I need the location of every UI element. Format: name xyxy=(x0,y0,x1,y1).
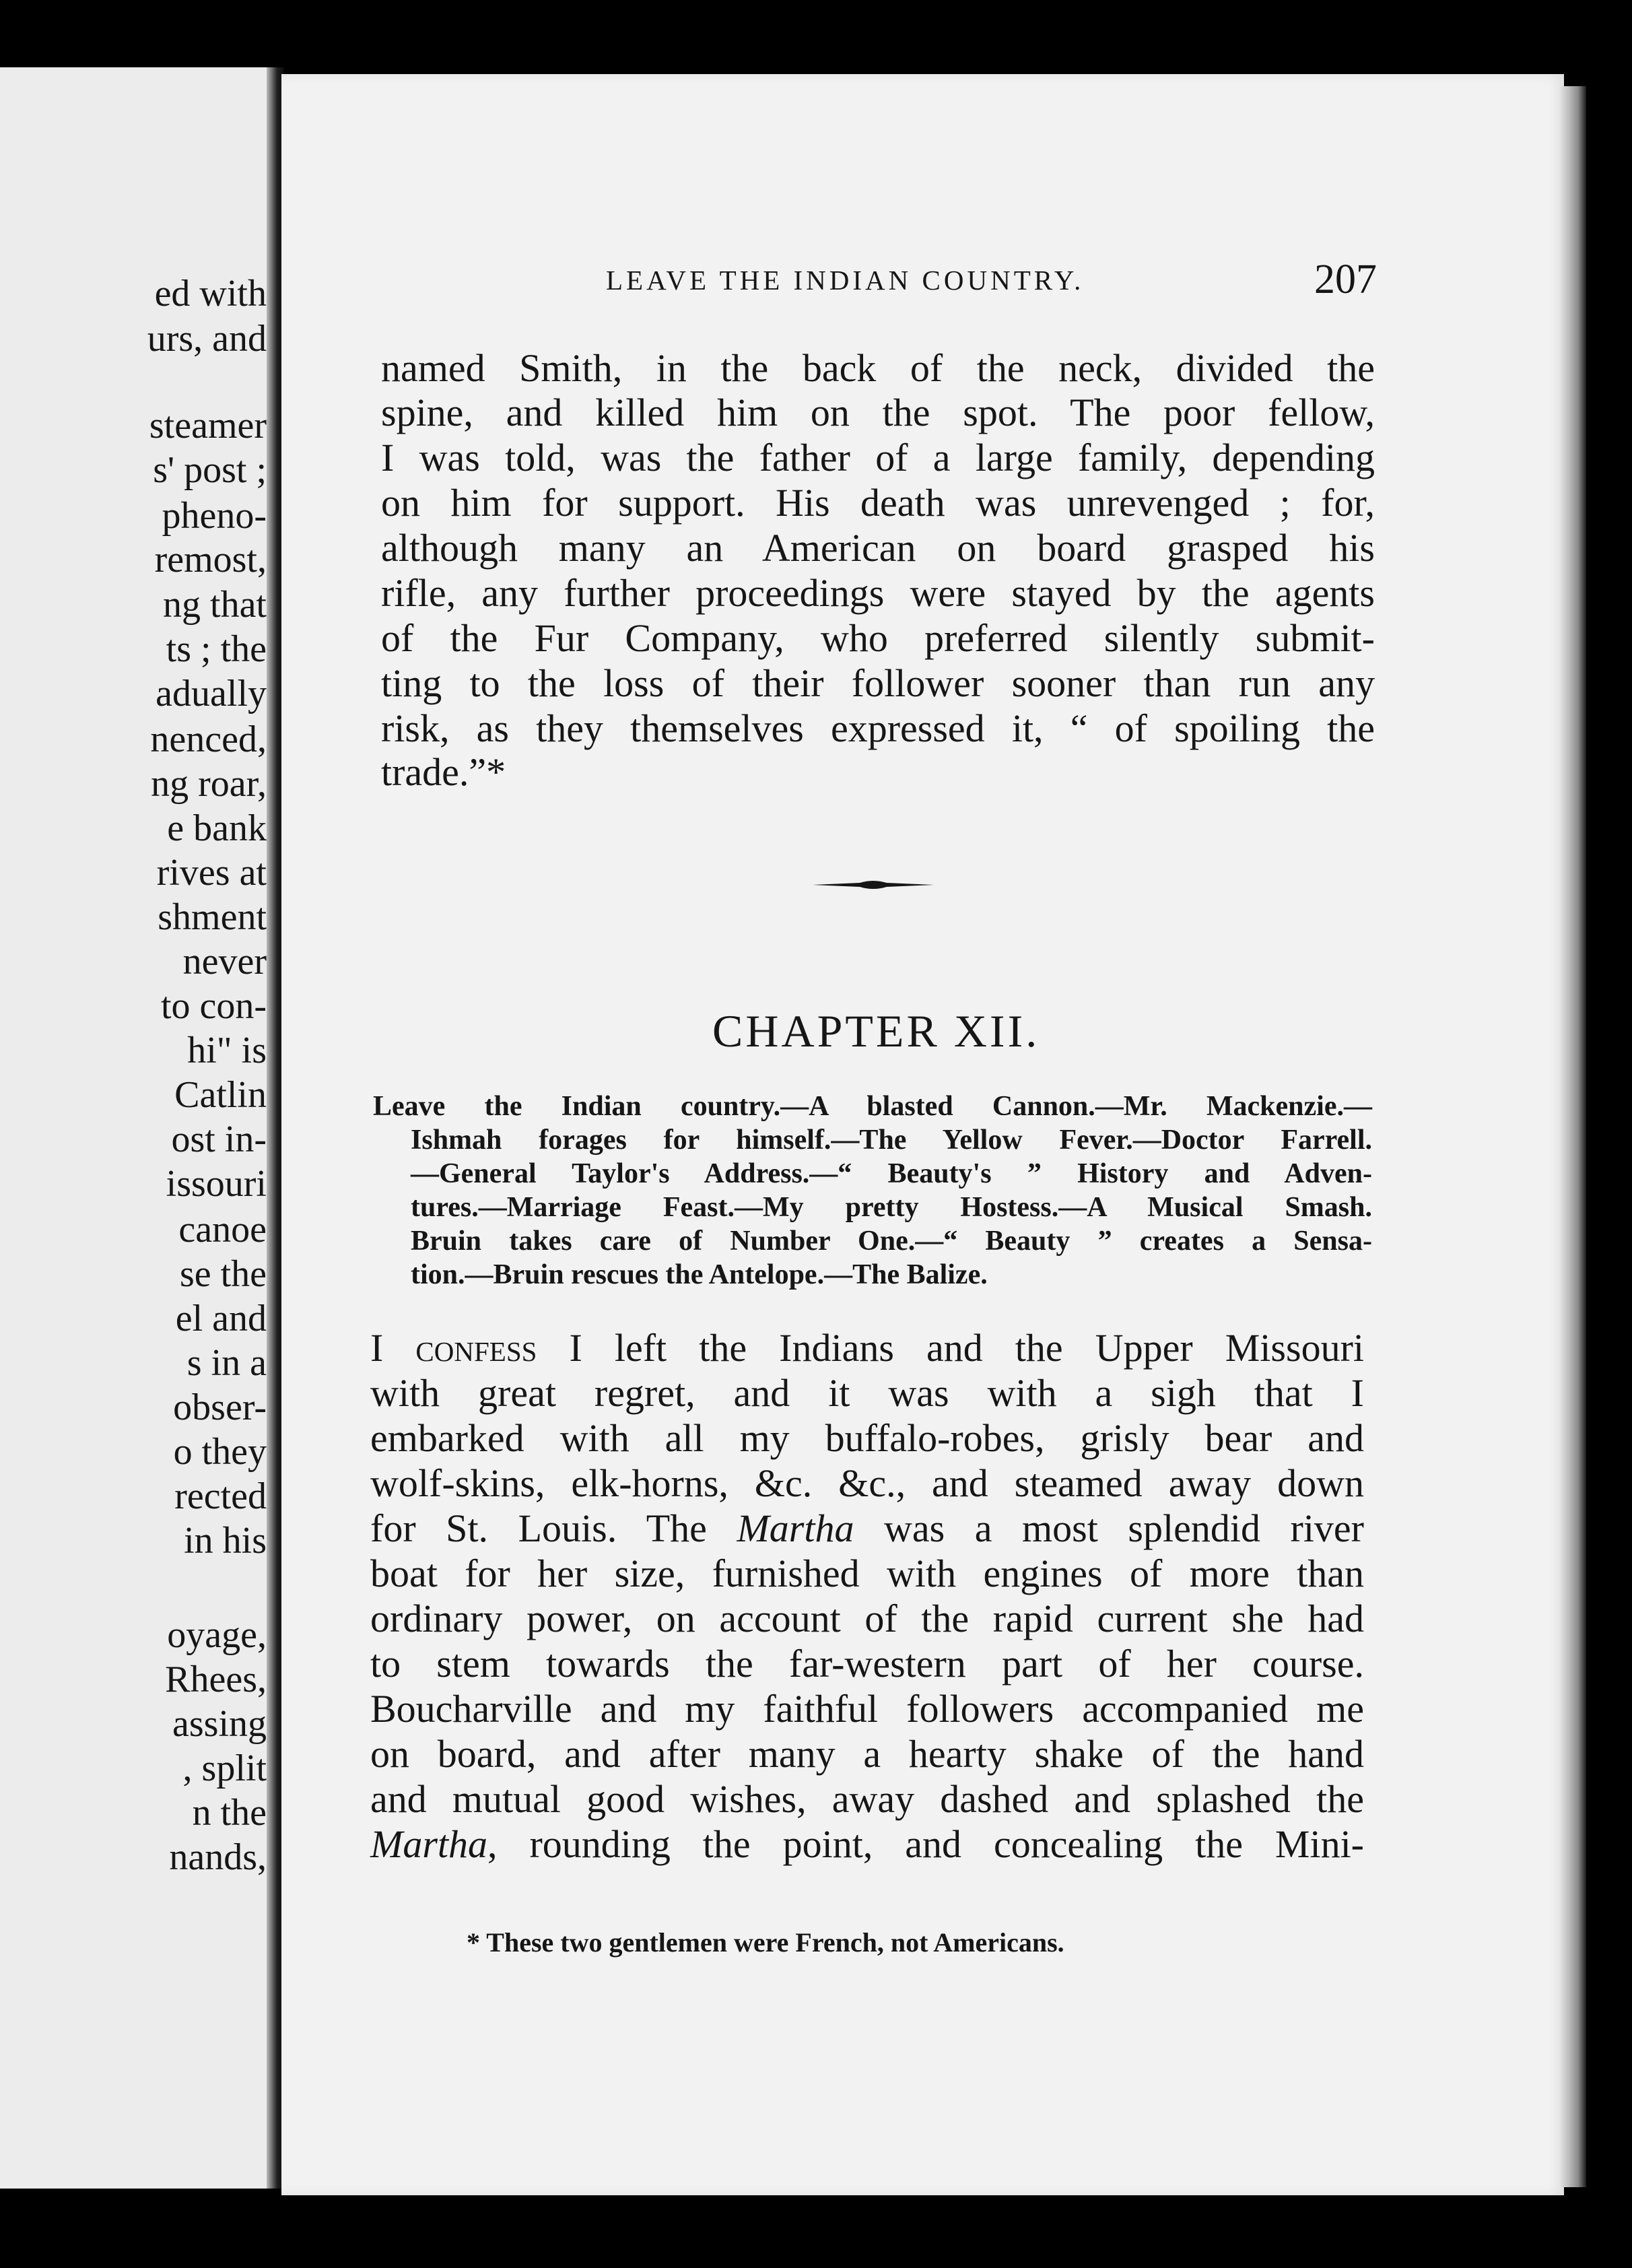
left-page-line-fragment: issouri xyxy=(166,1163,267,1205)
chapter-synopsis-line: tion.—Bruin rescues the Antelope.—The Balize. xyxy=(411,1259,988,1290)
left-page-line-fragment: nands, xyxy=(169,1836,267,1878)
left-page-line-fragment: in his xyxy=(184,1520,267,1562)
left-page-line-fragment: rected xyxy=(174,1475,267,1517)
left-page-line-fragment: canoe xyxy=(178,1209,267,1250)
left-page-line-fragment: se the xyxy=(179,1253,267,1295)
left-page-line-fragment: s in a xyxy=(186,1342,267,1384)
line-text: , rounding the point, and concealing the Mini- xyxy=(487,1822,1364,1866)
chapter-body-line xyxy=(370,1326,1364,1370)
line-text: was a most splendid river xyxy=(854,1506,1364,1550)
left-page-line-fragment: o they xyxy=(173,1431,267,1473)
left-page-line-fragment: e bank xyxy=(167,807,267,849)
left-page-line-fragment: adually xyxy=(156,673,267,714)
opening-paragraph-line: of the Fur Company, who preferred silently submit- xyxy=(381,616,1375,660)
left-page-line-fragment: urs, and xyxy=(147,318,267,360)
chapter-body-line: boat for her size, furnished with engines of more than xyxy=(370,1552,1364,1595)
section-divider-ornament xyxy=(813,879,934,891)
ship-name-italic: Martha xyxy=(737,1506,854,1550)
chapter-body-line: embarked with all my buffalo-robes, grisly bear and xyxy=(370,1416,1364,1460)
left-page-line-fragment: Rhees, xyxy=(165,1659,267,1700)
left-page-line-fragment: to con- xyxy=(160,985,267,1027)
opening-paragraph-line: risk, as they themselves expressed it, “ of spoiling the xyxy=(381,706,1375,750)
left-page-line-fragment: assing xyxy=(172,1703,267,1745)
initial-letter: I xyxy=(370,1326,384,1370)
chapter-synopsis-line: —General Taylor's Address.—“ Beauty's ” History and Adven- xyxy=(411,1158,1372,1189)
chapter-body-line: with great regret, and it was with a sigh that I xyxy=(370,1371,1364,1415)
chapter-synopsis-line: Leave the Indian country.—A blasted Cannon.—Mr. Mackenzie.— xyxy=(373,1091,1372,1122)
left-page-line-fragment: obser- xyxy=(173,1387,267,1428)
left-page-line-fragment: steamer xyxy=(149,405,267,446)
opening-paragraph-line: named Smith, in the back of the neck, divided the xyxy=(381,346,1375,390)
left-page-line-fragment: rives at xyxy=(156,852,267,894)
left-page-line-fragment: , split xyxy=(182,1747,267,1789)
running-head: LEAVE THE INDIAN COUNTRY. xyxy=(606,265,1085,296)
left-page-line-fragment: ng roar, xyxy=(151,763,267,805)
chapter-synopsis-line: Ishmah forages for himself.—The Yellow Fever.—Doctor Farrell. xyxy=(411,1125,1372,1156)
chapter-synopsis-line: Bruin takes care of Number One.—“ Beauty ” creates a Sensa- xyxy=(411,1226,1372,1257)
chapter-body-line: wolf-skins, elk-horns, &c. &c., and steamed away down xyxy=(370,1461,1364,1505)
left-page-line-fragment: hi" is xyxy=(187,1030,267,1071)
page-number: 207 xyxy=(1314,257,1377,302)
left-page-line-fragment: n the xyxy=(192,1792,267,1834)
chapter-body-line xyxy=(370,1822,1364,1866)
opening-paragraph-line: although many an American on board grasped his xyxy=(381,526,1375,570)
opening-paragraph-line: on him for support. His death was unrevenged ; for, xyxy=(381,481,1375,525)
opening-paragraph-line: rifle, any further proceedings were stayed by the agents xyxy=(381,571,1375,615)
left-page-line-fragment: oyage, xyxy=(167,1614,267,1656)
left-facing-page xyxy=(0,67,269,2189)
footnote: * These two gentlemen were French, not Americans. xyxy=(467,1927,1064,1958)
left-page-line-fragment: ed with xyxy=(154,273,267,314)
left-page-line-fragment: never xyxy=(182,941,267,982)
left-page-line-fragment: remost, xyxy=(154,539,267,580)
chapter-body-line: to stem towards the far-western part of her course. xyxy=(370,1642,1364,1686)
left-page-line-fragment: Catlin xyxy=(174,1074,267,1116)
left-page-line-fragment: ts ; the xyxy=(166,628,267,670)
left-page-line-fragment: pheno- xyxy=(162,495,267,537)
opening-paragraph-line: spine, and killed him on the spot. The poor fellow, xyxy=(381,391,1375,434)
left-page-line-fragment: shment xyxy=(158,896,267,938)
small-caps-word: confess xyxy=(415,1326,537,1370)
left-page-line-fragment: el and xyxy=(175,1298,267,1339)
ship-name-italic: Martha xyxy=(370,1822,487,1866)
left-page-line-fragment: nenced, xyxy=(150,719,267,760)
page-edge-shadow xyxy=(1559,86,1586,2187)
chapter-body-line: on board, and after many a hearty shake of the hand xyxy=(370,1732,1364,1776)
line-text: for St. Louis. The xyxy=(370,1506,737,1550)
chapter-synopsis-line: tures.—Marriage Feast.—My pretty Hostess.—A Musical Smash. xyxy=(411,1192,1372,1223)
left-page-line-fragment: ost in- xyxy=(171,1119,267,1160)
chapter-body-line xyxy=(370,1506,1364,1550)
chapter-body-line: and mutual good wishes, away dashed and splashed the xyxy=(370,1777,1364,1821)
left-page-line-fragment: s' post ; xyxy=(153,449,267,491)
left-page-line-fragment: ng that xyxy=(163,584,267,626)
chapter-body-line: Boucharville and my faithful followers accompanied me xyxy=(370,1687,1364,1731)
line-text: I left the Indians and the Upper Missouri xyxy=(537,1326,1364,1370)
chapter-body-line: ordinary power, on account of the rapid current she had xyxy=(370,1597,1364,1640)
opening-paragraph-line: trade.”* xyxy=(381,750,506,794)
opening-paragraph-line: I was told, was the father of a large family, depending xyxy=(381,436,1375,479)
opening-paragraph-line: ting to the loss of their follower sooner than run any xyxy=(381,661,1375,705)
chapter-title: CHAPTER XII. xyxy=(712,1005,1040,1057)
